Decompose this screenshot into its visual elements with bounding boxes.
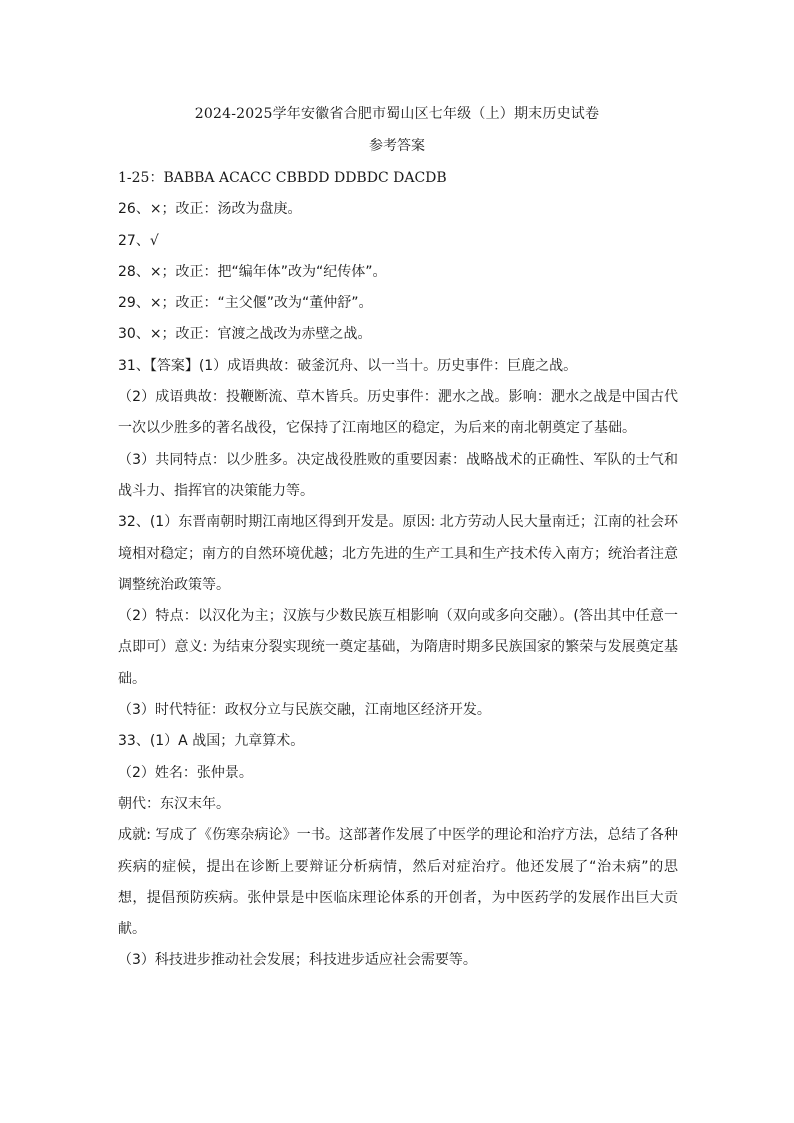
answer-line-33-2-achievement: 成就: 写成了《伤寒杂病论》一书。这部著作发展了中医学的理论和治疗方法，总结了各种疾病的症候，提出在诊断上要辩证分析病情，然后对症治疗。他还发展了“治未病”的思想，提倡预防疾病。张仲景是中医临床理论体系的开创者，为中医药学的发展作出巨大贡献。	[118, 827, 678, 938]
document-subtitle: 参考答案	[369, 138, 425, 154]
answer-line-29: 29、×；改正：“主父偃”改为“董仲舒”。	[118, 295, 373, 312]
answer-line-33-1: 33、(1）A 战国；九章算术。	[118, 733, 305, 750]
answer-line-31-3: （3）共同特点：以少胜多。决定战役胜败的重要因素：战略战术的正确性、军队的士气和战斗力、指挥官的决策能力等。	[118, 451, 678, 499]
answer-line-choice: 1-25：BABBA ACACC CBBDD DDBDC DACDB	[118, 170, 447, 186]
answer-line-31-1: 31、【答案】(1）成语典故：破釜沉舟、以一当十。历史事件：巨鹿之战。	[118, 357, 578, 374]
answer-line-33-2-dynasty: 朝代：东汉末年。	[118, 795, 230, 812]
answer-line-32-3: （3）时代特征：政权分立与民族交融，江南地区经济开发。	[118, 702, 491, 719]
answer-line-31-2: （2）成语典故：投鞭断流、草木皆兵。历史事件：淝水之战。影响：淝水之战是中国古代一次以少胜多的著名战役，它保持了江南地区的稳定，为后来的南北朝奠定了基础。	[118, 389, 678, 437]
answer-line-32-1: 32、(1）东晋南朝时期江南地区得到开发是。原因: 北方劳动人民大量南迁；江南的社会环境相对稳定；南方的自然环境优越；北方先进的生产工具和生产技术传入南方；统治者注意调整统治政策等。	[118, 514, 678, 593]
answer-line-33-2-name: （2）姓名：张仲景。	[118, 764, 253, 781]
answer-line-27: 27、√	[118, 232, 159, 249]
answer-line-32-2: （2）特点：以汉化为主；汉族与少数民族互相影响（双向或多向交融）。(答出其中任意一点即可）意义: 为结束分裂实现统一奠定基础，为隋唐时期多民族国家的繁荣与发展奠定基础。	[118, 608, 678, 687]
answer-body	[118, 163, 678, 977]
answer-line-28: 28、×；改正：把“编年体”改为“纪传体”。	[118, 263, 387, 280]
answer-line-33-3: （3）科技进步推动社会发展；科技进步适应社会需要等。	[118, 952, 477, 969]
document-title: 2024-2025学年安徽省合肥市蜀山区七年级（上）期末历史试卷	[194, 106, 600, 122]
answer-line-26: 26、×；改正：汤改为盘庚。	[118, 201, 302, 218]
answer-line-30: 30、×；改正：官渡之战改为赤壁之战。	[118, 326, 372, 343]
